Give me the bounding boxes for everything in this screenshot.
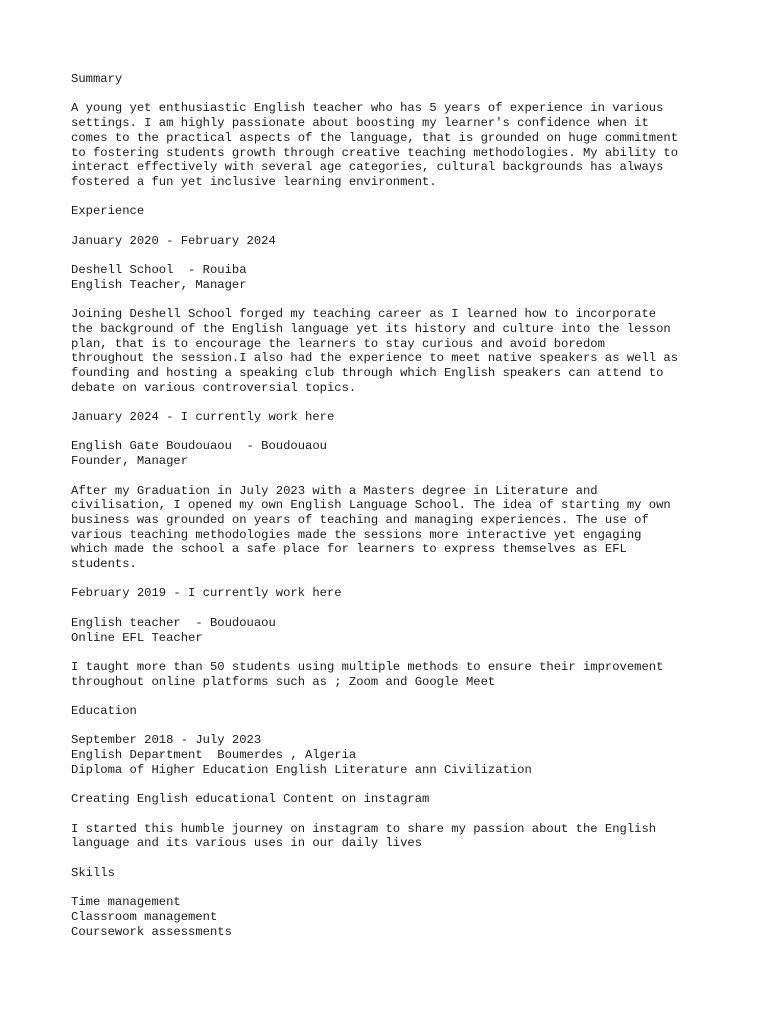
job-description-line: founding and hosting a speaking club through which English speakers can attend to [71, 365, 664, 380]
summary-paragraph [71, 101, 721, 189]
job-description-line: debate on various controversial topics. [71, 380, 357, 395]
job-role: Online EFL Teacher [71, 630, 203, 645]
job-description-line: students. [71, 557, 137, 572]
job-description [71, 660, 721, 689]
job-employer: Deshell School - Rouiba [71, 263, 247, 278]
resume-document [71, 72, 721, 954]
project-description [71, 822, 721, 851]
experience-heading-block [71, 204, 721, 219]
summary-line: A young yet enthusiastic English teacher who has 5 years of experience in various [71, 101, 664, 116]
job-dates: January 2024 - I currently work here [71, 410, 335, 425]
job-header [71, 616, 721, 645]
project-description-line: language and its various uses in our daily lives [71, 836, 423, 851]
job-employer: English teacher - Boudouaou [71, 615, 276, 630]
job-description-line: civilisation, I opened my own English Language School. The idea of starting my own [71, 498, 671, 513]
job-description-line: business was grounded on years of teaching and managing experiences. The use of [71, 512, 649, 527]
job-description-line: throughout online platforms such as ; Zoom and Google Meet [71, 674, 496, 689]
project-description-line: I started this humble journey on instagram to share my passion about the English [71, 821, 657, 836]
education-diploma: Diploma of Higher Education English Literature ann Civilization [71, 762, 532, 777]
education-institution: English Department Boumerdes , Algeria [71, 748, 357, 763]
job-description-line: I taught more than 50 students using multiple methods to ensure their improvement [71, 659, 664, 674]
skills-list [71, 895, 721, 939]
summary-line: to fostering students growth through creative teaching methodologies. My ability to [71, 145, 679, 160]
education-entry [71, 733, 721, 777]
job-dates-block [71, 586, 721, 601]
job-description [71, 484, 721, 572]
education-dates: September 2018 - July 2023 [71, 733, 262, 748]
education-heading: Education [71, 704, 137, 719]
summary-line: settings. I am highly passionate about boosting my learner's confidence when it [71, 116, 649, 131]
job-description-line: plan, that is to encourage the learners to stay curious and avoid boredom [71, 336, 605, 351]
experience-heading: Experience [71, 204, 145, 219]
job-description-line: the background of the English language yet its history and culture into the lesson [71, 321, 671, 336]
job-header [71, 263, 721, 292]
summary-line: comes to the practical aspects of the language, that is grounded on huge commitment [71, 130, 679, 145]
job-description-line: various teaching methodologies made the sessions more interactive yet engaging [71, 527, 642, 542]
skill-item: Classroom management [71, 909, 218, 924]
job-dates-block [71, 234, 721, 249]
job-dates: February 2019 - I currently work here [71, 586, 342, 601]
summary-line: interact effectively with several age categories, cultural backgrounds has always [71, 160, 664, 175]
job-description-line: Joining Deshell School forged my teaching career as I learned how to incorporate [71, 307, 657, 322]
education-heading-block [71, 704, 721, 719]
job-role: English Teacher, Manager [71, 277, 247, 292]
project-title: Creating English educational Content on instagram [71, 792, 430, 807]
job-dates-block [71, 410, 721, 425]
project-title-block [71, 792, 721, 807]
job-header [71, 439, 721, 468]
job-employer: English Gate Boudouaou - Boudouaou [71, 439, 327, 454]
job-description-line: which made the school a safe place for learners to express themselves as EFL [71, 542, 627, 557]
job-description-line: After my Graduation in July 2023 with a Masters degree in Literature and [71, 483, 598, 498]
job-dates: January 2020 - February 2024 [71, 233, 276, 248]
summary-heading-block [71, 72, 721, 87]
job-description [71, 307, 721, 395]
job-role: Founder, Manager [71, 454, 189, 469]
summary-heading: Summary [71, 72, 123, 86]
skill-item: Coursework assessments [71, 924, 232, 939]
job-description-line: throughout the session.I also had the experience to meet native speakers as well as [71, 351, 679, 366]
summary-line: fostered a fun yet inclusive learning environment. [71, 174, 437, 189]
skill-item: Time management [71, 895, 181, 910]
skills-heading: Skills [71, 865, 115, 880]
skills-heading-block [71, 866, 721, 881]
